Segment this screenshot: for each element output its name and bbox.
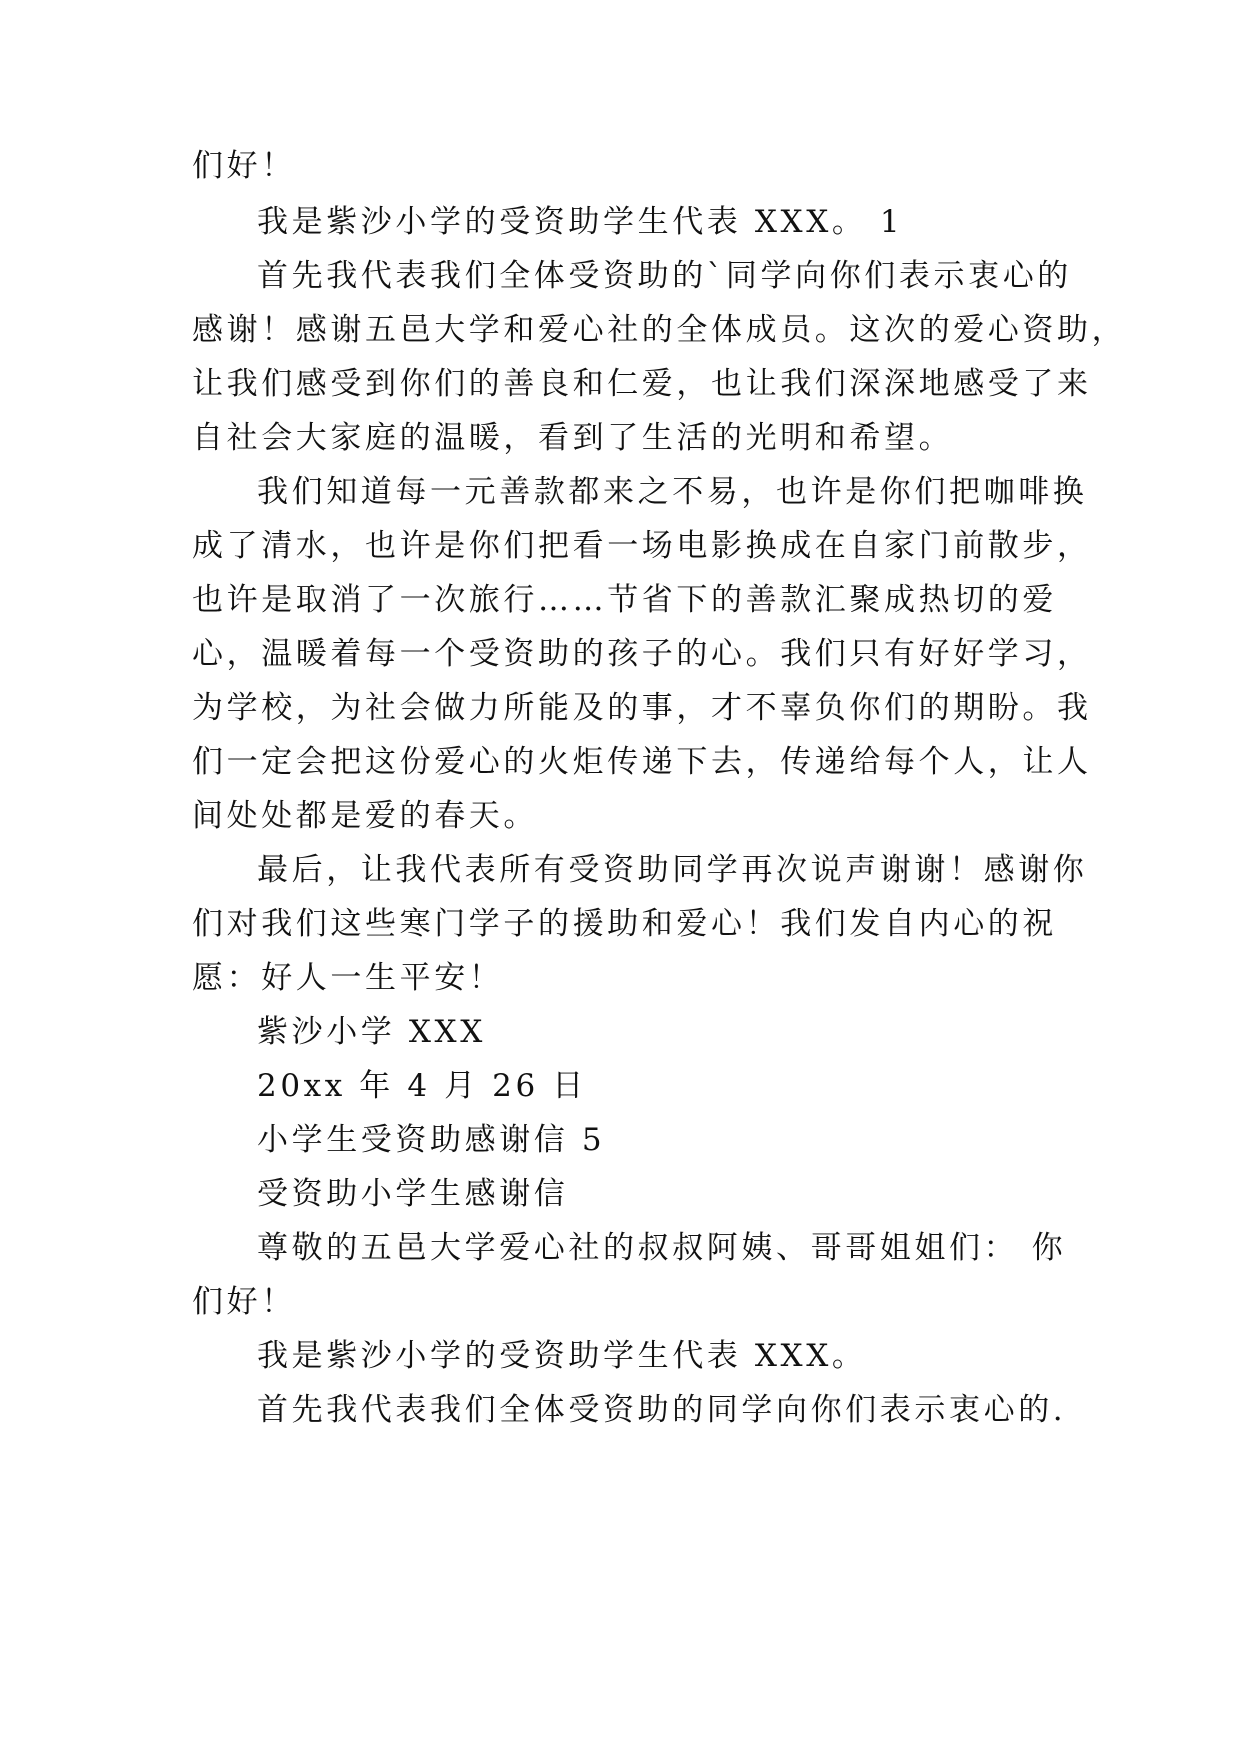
text-line: 们好！ (192, 1284, 296, 1320)
text-line: 最后，让我代表所有受资助同学再次说声谢谢！感谢你 (257, 852, 1088, 888)
text-line: 间处处都是爱的春天。 (192, 798, 538, 834)
text-line: 心，温暖着每一个受资助的孩子的心。我们只有好好学习， (192, 636, 1092, 672)
text-line: 为学校，为社会做力所能及的事，才不辜负你们的期盼。我 (192, 690, 1092, 726)
text-line: 成了清水，也许是你们把看一场电影换成在自家门前散步， (192, 528, 1092, 564)
text-line: 们好！ (192, 148, 296, 184)
text-line: 首先我代表我们全体受资助的`同学向你们表示衷心的 (257, 258, 1072, 294)
text-line: 我是紫沙小学的受资助学生代表 XXX。 (257, 1338, 867, 1374)
text-line: 让我们感受到你们的善良和仁爱，也让我们深深地感受了来 (192, 366, 1092, 402)
text-line: 也许是取消了一次旅行……节省下的善款汇聚成热切的爱 (192, 582, 1057, 618)
text-line: 愿：好人一生平安！ (192, 960, 504, 996)
letter-title: 受资助小学生感谢信 (257, 1176, 569, 1212)
section-title: 小学生受资助感谢信 5 (257, 1122, 606, 1158)
text-line: 们一定会把这份爱心的火炬传递下去，传递给每个人，让人 (192, 744, 1092, 780)
text-line: 我是紫沙小学的受资助学生代表 XXX。 1 (257, 204, 904, 240)
salutation: 尊敬的五邑大学爱心社的叔叔阿姨、哥哥姐姐们： 你 (257, 1230, 1067, 1266)
signature-date: 20xx 年 4 月 26 日 (257, 1068, 587, 1104)
signature-school: 紫沙小学 XXX (257, 1014, 486, 1050)
text-line: 感谢！感谢五邑大学和爱心社的全体成员。这次的爱心资助， (192, 312, 1127, 348)
text-line: 自社会大家庭的温暖，看到了生活的光明和希望。 (192, 420, 954, 456)
text-line: 我们知道每一元善款都来之不易，也许是你们把咖啡换 (257, 474, 1088, 510)
text-line: 首先我代表我们全体受资助的同学向你们表示衷心的. (257, 1392, 1067, 1428)
text-line: 们对我们这些寒门学子的援助和爱心！我们发自内心的祝 (192, 906, 1057, 942)
